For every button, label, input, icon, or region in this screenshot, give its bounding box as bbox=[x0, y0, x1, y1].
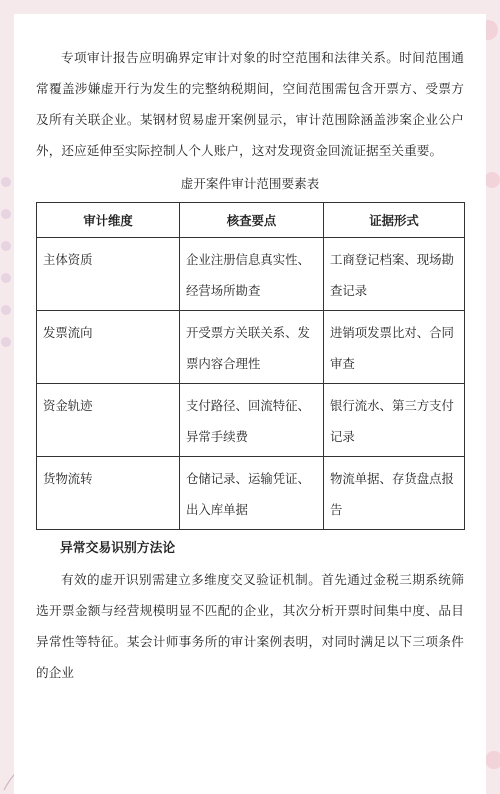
table-header-row bbox=[37, 203, 465, 238]
table-cell: 资金轨迹 bbox=[37, 384, 180, 457]
audit-scope-table bbox=[36, 202, 465, 530]
table-cell: 进销项发票比对、合同审查 bbox=[324, 311, 465, 384]
table-cell: 开受票方关联关系、发票内容合理性 bbox=[180, 311, 324, 384]
table-cell: 主体资质 bbox=[37, 238, 180, 311]
table-cell: 银行流水、第三方支付记录 bbox=[324, 384, 465, 457]
intro-paragraph: 专项审计报告应明确界定审计对象的时空范围和法律关系。时间范围通常覆盖涉嫌虚开行为发生的完整纳税期间，空间范围需包含开票方、受票方及所有关联企业。某钢材贸易虚开案例显示，审计范围除涵盖涉案企业公户外，还应延伸至实际控制人个人账户，这对发现资金回流证据至关重要。 bbox=[36, 50, 464, 158]
table-cell: 企业注册信息真实性、经营场所勘查 bbox=[180, 238, 324, 311]
table-cell: 物流单据、存货盘点报告 bbox=[324, 457, 465, 530]
header-audit-dimension: 审计维度 bbox=[37, 203, 180, 238]
table-cell: 支付路径、回流特征、异常手续费 bbox=[180, 384, 324, 457]
document-content bbox=[36, 42, 464, 688]
section-heading: 异常交易识别方法论 bbox=[60, 541, 176, 556]
table-cell: 发票流向 bbox=[37, 311, 180, 384]
table-cell: 货物流转 bbox=[37, 457, 180, 530]
section-paragraph: 有效的虚开识别需建立多维度交叉验证机制。首先通过金税三期系统筛选开票金额与经营规模明显不匹配的企业，其次分析开票时间集中度、品目异常性等特征。某会计师事务所的审计案例表明，对同时满足以下三项条件的企业 bbox=[36, 572, 464, 680]
document-page bbox=[14, 14, 486, 794]
header-evidence-form: 证据形式 bbox=[324, 203, 465, 238]
table-row bbox=[37, 384, 465, 457]
table-row bbox=[37, 238, 465, 311]
table-caption: 虚开案件审计范围要素表 bbox=[180, 176, 320, 191]
table-cell: 仓储记录、运输凭证、出入库单据 bbox=[180, 457, 324, 530]
table-row bbox=[37, 457, 465, 530]
header-check-points: 核查要点 bbox=[180, 203, 324, 238]
table-row bbox=[37, 311, 465, 384]
table-cell: 工商登记档案、现场勘查记录 bbox=[324, 238, 465, 311]
